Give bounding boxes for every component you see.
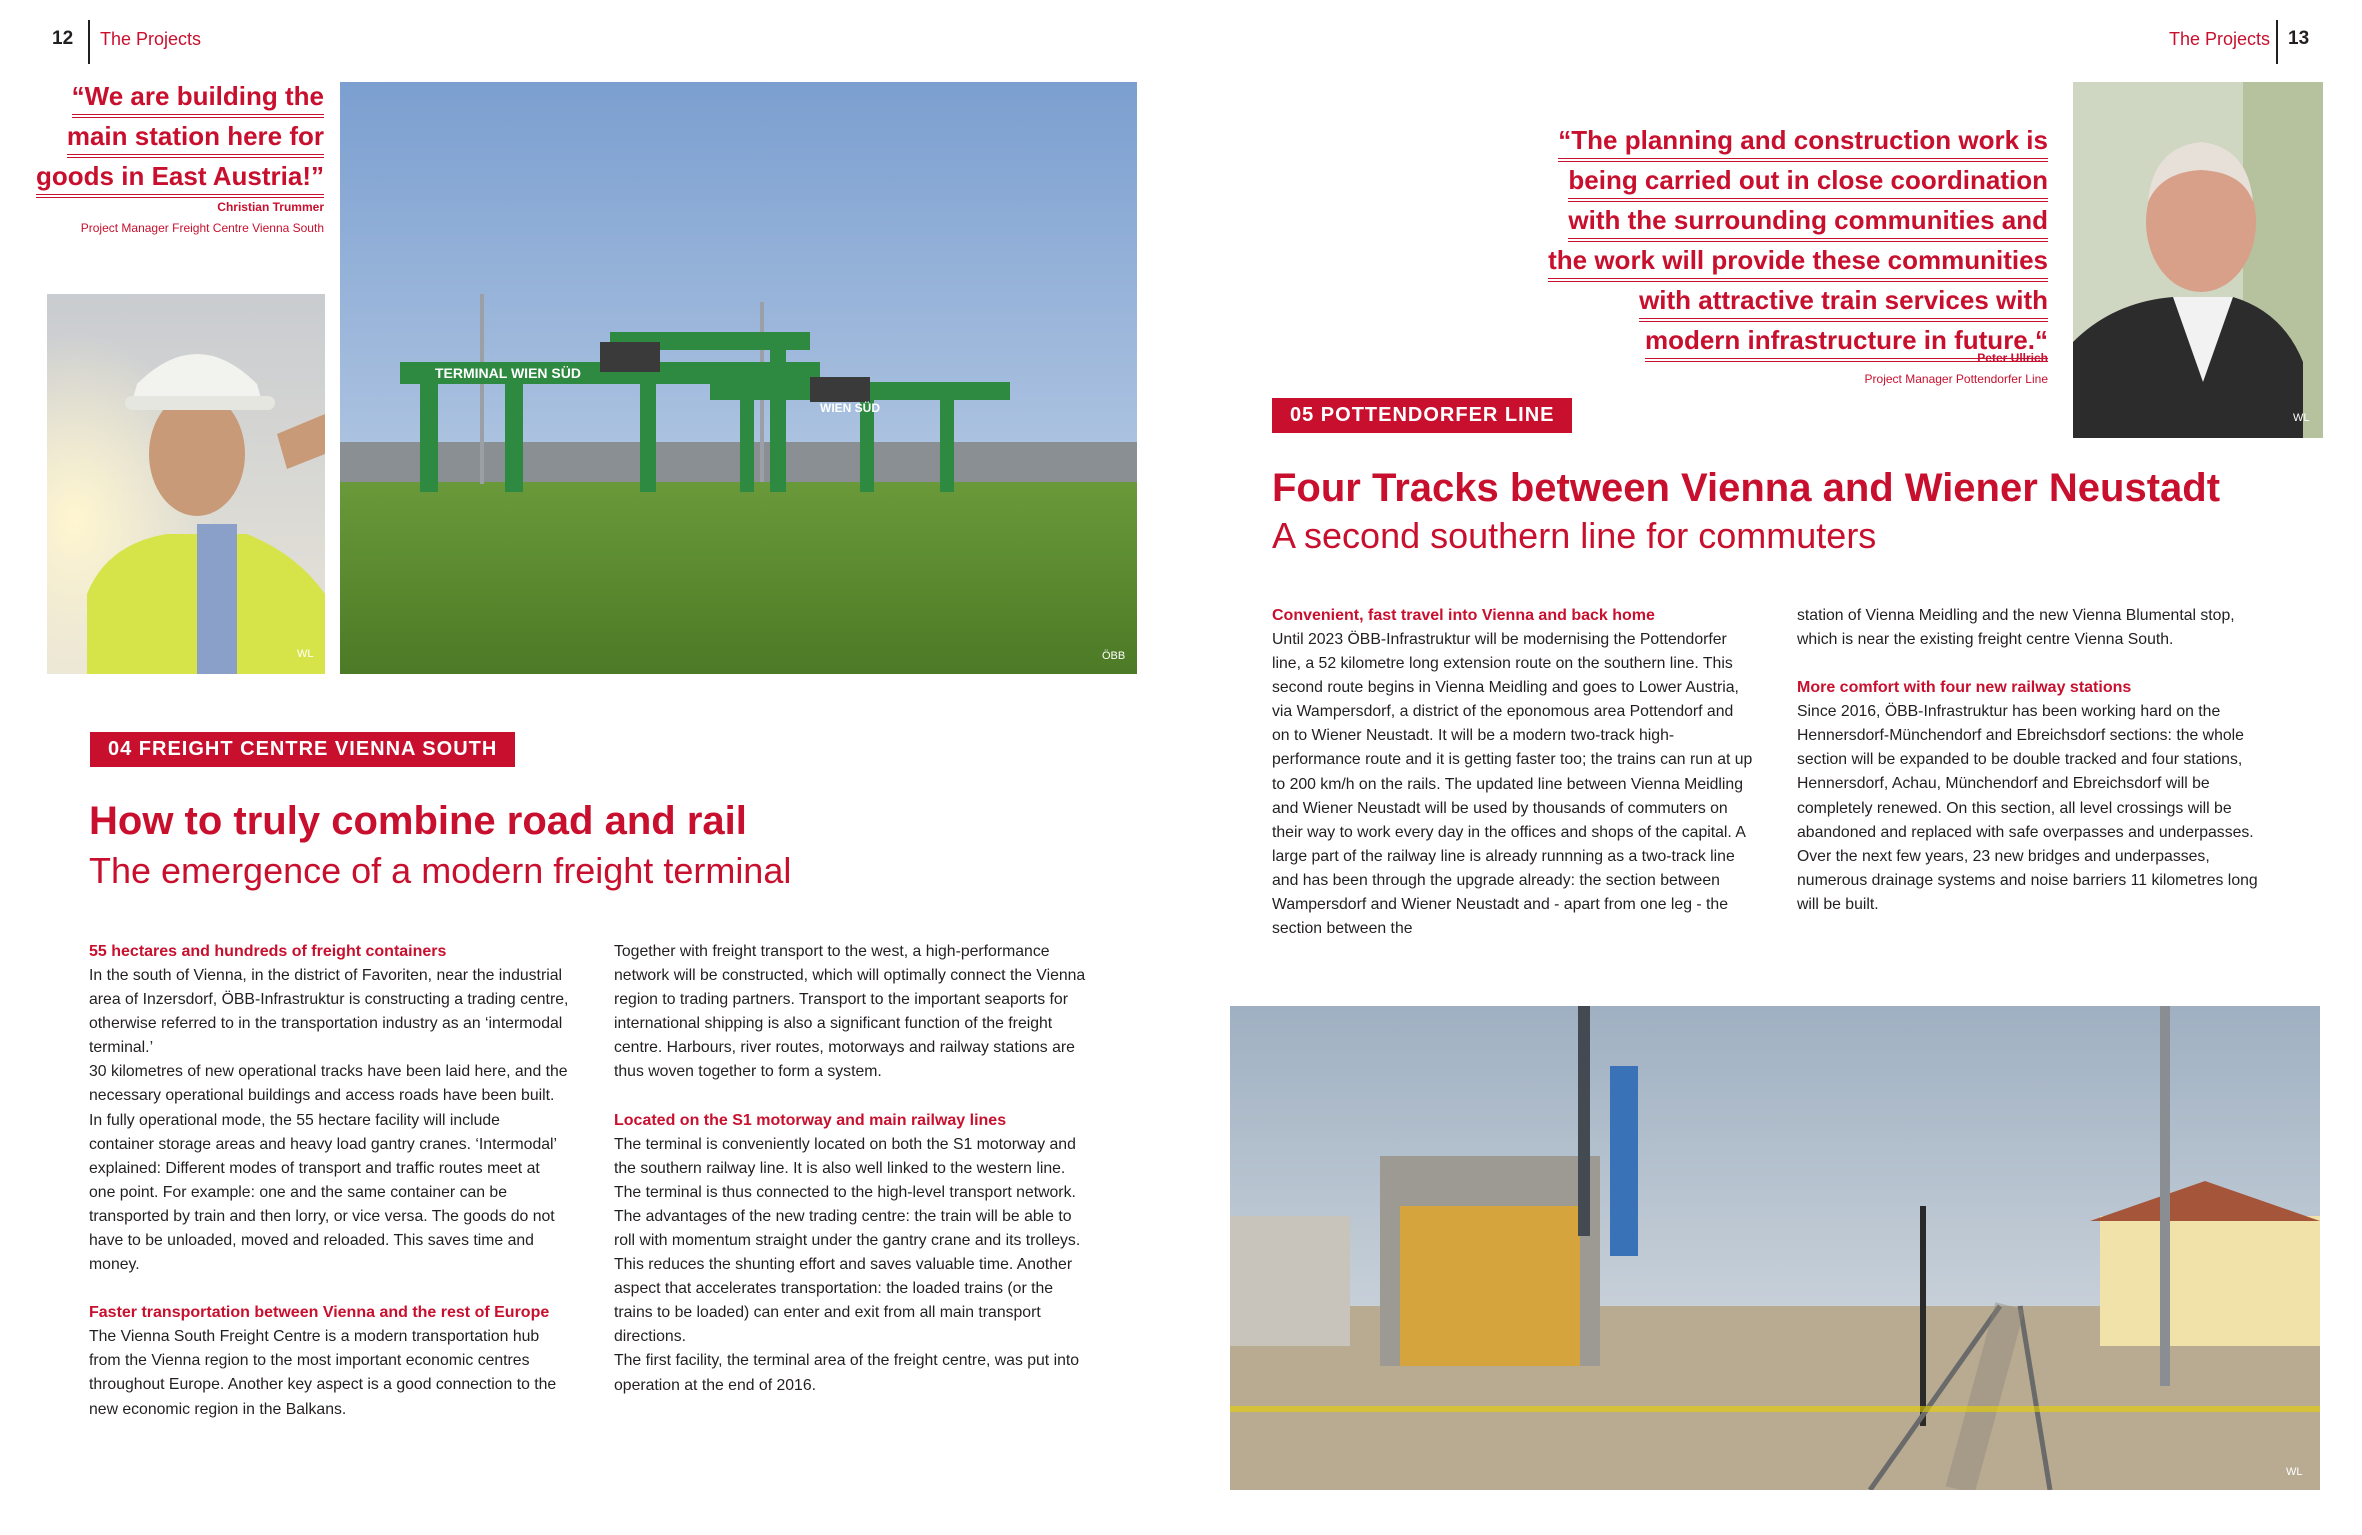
text-column-right-1	[1272, 604, 1754, 941]
photo-credit: WL	[2293, 412, 2310, 424]
pull-quote-left	[4, 78, 324, 198]
running-head-right: The Projects	[2169, 29, 2271, 49]
subheading: More comfort with four new railway stations	[1797, 679, 2132, 697]
quote-author-role-right: Project Manager Pottendorfer Line	[1864, 372, 2048, 386]
quote-author-name-left: Christian Trummer	[217, 200, 324, 214]
headline-left: How to truly combine road and rail	[89, 799, 747, 843]
portrait-photo-ullrich	[2073, 82, 2323, 438]
subheading: Located on the S1 motorway and main railway lines	[614, 1111, 1007, 1129]
photo-credit: WL	[297, 648, 314, 660]
text-column-left-2	[614, 940, 1096, 1398]
pull-quote-right	[1488, 122, 2048, 362]
terminal-photo	[340, 82, 1137, 674]
section-tag-05: 05 POTTENDORFER LINE	[1272, 398, 1572, 433]
header-separator-right	[2276, 20, 2278, 64]
subheadline-left: The emergence of a modern freight terminal	[89, 850, 792, 891]
page-number-right: 13	[2288, 28, 2310, 49]
portrait-ullrich-illustration	[2073, 82, 2323, 438]
paragraph: In the south of Vienna, in the district of Favoriten, near the industrial area of Inzersdorf, ÖBB-Infrastruktur is constructing a trading centre, otherwise referred to in the transportation industry as an ‘intermodal terminal.’	[89, 967, 569, 1057]
portrait-trummer-illustration	[47, 294, 325, 674]
quote-line: goods in East Austria!”	[36, 158, 324, 198]
quote-author-name-right: Peter Ullrich	[1977, 351, 2048, 365]
quote-line: the work will provide these communities	[1548, 242, 2048, 282]
text-column-right-2	[1797, 604, 2279, 917]
subheadline-right: A second southern line for commuters	[1272, 515, 1877, 556]
paragraph: The Vienna South Freight Centre is a modern transportation hub from the Vienna region to the most important economic centres throughout Europe. Another key aspect is a good connection to the new economic region in the Balkans.	[89, 1328, 557, 1418]
page-number-left: 12	[52, 28, 74, 49]
headline-right: Four Tracks between Vienna and Wiener Neustadt	[1272, 466, 2221, 510]
quote-author-role-left: Project Manager Freight Centre Vienna South	[80, 221, 324, 235]
photo-credit: ÖBB	[1102, 650, 1126, 662]
paragraph: station of Vienna Meidling and the new Vienna Blumental stop, which is near the existing freight centre Vienna South.	[1797, 607, 2235, 649]
subheading: Convenient, fast travel into Vienna and back home	[1272, 607, 1655, 624]
running-head-left: The Projects	[100, 29, 202, 49]
paragraph: The first facility, the terminal area of the freight centre, was put into operation at the end of 2016.	[614, 1352, 1080, 1394]
header-separator-left	[88, 20, 90, 64]
paragraph: 30 kilometres of new operational tracks have been laid here, and the necessary operational buildings and access roads have been built. In fully operational mode, the 55 hectare facility will include container storage areas and heavy load gantry cranes. ‘Intermodal’ explained: Different modes of transport and traffic routes meet at one point. For example: one and the same container can be transported by train and then lorry, or vice versa. The goods do not have to be unloaded, moved and reloaded. This saves time and money.	[89, 1063, 568, 1274]
quote-line: “The planning and construction work is	[1558, 122, 2048, 162]
quote-line: being carried out in close coordination	[1568, 162, 2048, 202]
paragraph: Since 2016, ÖBB-Infrastruktur has been working hard on the Hennersdorf-Münchendorf and Ebreichsdorf sections: the whole section will be expanded to be double tracked and four stations, Hennersdorf, Achau, Münchendorf and Ebreichsdorf will be completely renewed. On this section, all level crossings will be abandoned and replaced with safe overpasses and underpasses. Over the next few years, 23 new bridges and underpasses, numerous drainage systems and noise barriers 11 kilometres long will be built.	[1797, 703, 2258, 913]
paragraph: Until 2023 ÖBB-Infrastruktur will be modernising the Pottendorfer line, a 52 kilometre long extension route on the southern line. This second route begins in Vienna Meidling and goes to Lower Austria, via Wampersdorf, a district of the eponomous area Pottendorf and on to Wiener Neustadt. It will be a modern two-track high-performance route and it is getting faster too; the trains can run at up to 200 km/h on the rails. The updated line between Vienna Meidling and Wiener Neustadt will be used by thousands of commuters on their way to work every day in the offices and shops of the capital. A large part of the railway line is already runnning as a two-track line and has been through the upgrade already: the section between Wampersdorf and Wiener Neustadt and - apart from one leg - the section between the	[1272, 631, 1753, 938]
text-column-left-1	[89, 940, 569, 1422]
subheading: Faster transportation between Vienna and the rest of Europe	[89, 1304, 550, 1322]
crane-sign-2: WIEN SÜD	[820, 401, 880, 415]
quote-line: with attractive train services with	[1639, 282, 2048, 322]
section-tag-04: 04 FREIGHT CENTRE VIENNA SOUTH	[90, 732, 515, 767]
portrait-photo-trummer	[47, 294, 325, 674]
paragraph: The terminal is conveniently located on both the S1 motorway and the southern railway line. It is also well linked to the western line. The terminal is thus connected to the high-level transport network. The advantages of the new trading centre: the train will be able to roll with momentum straight under the gantry crane and its trolleys. This reduces the shunting effort and saves valuable time. Another aspect that accelerates transportation: the loaded trains (or the trains to be loaded) can enter and exit from all main transport directions.	[614, 1135, 1081, 1346]
railway-construction-illustration	[1230, 1006, 2320, 1490]
construction-photo	[1230, 1006, 2320, 1490]
photo-credit: WL	[2286, 1466, 2303, 1478]
quote-line: main station here for	[67, 118, 324, 158]
crane-sign-1: TERMINAL WIEN SÜD	[435, 365, 581, 381]
paragraph: Together with freight transport to the west, a high-performance network will be constructed, which will optimally connect the Vienna region to trading partners. Transport to the important seaports for international shipping is also a significant function of the freight centre. Harbours, river routes, motorways and railway stations are thus woven together to form a system.	[614, 943, 1086, 1081]
quote-line: modern infrastructure in future.“	[1645, 322, 2048, 362]
quote-line: with the surrounding communities and	[1568, 202, 2048, 242]
terminal-crane-illustration	[340, 82, 1137, 674]
quote-line: “We are building the	[72, 78, 324, 118]
subheading: 55 hectares and hundreds of freight containers	[89, 943, 447, 960]
